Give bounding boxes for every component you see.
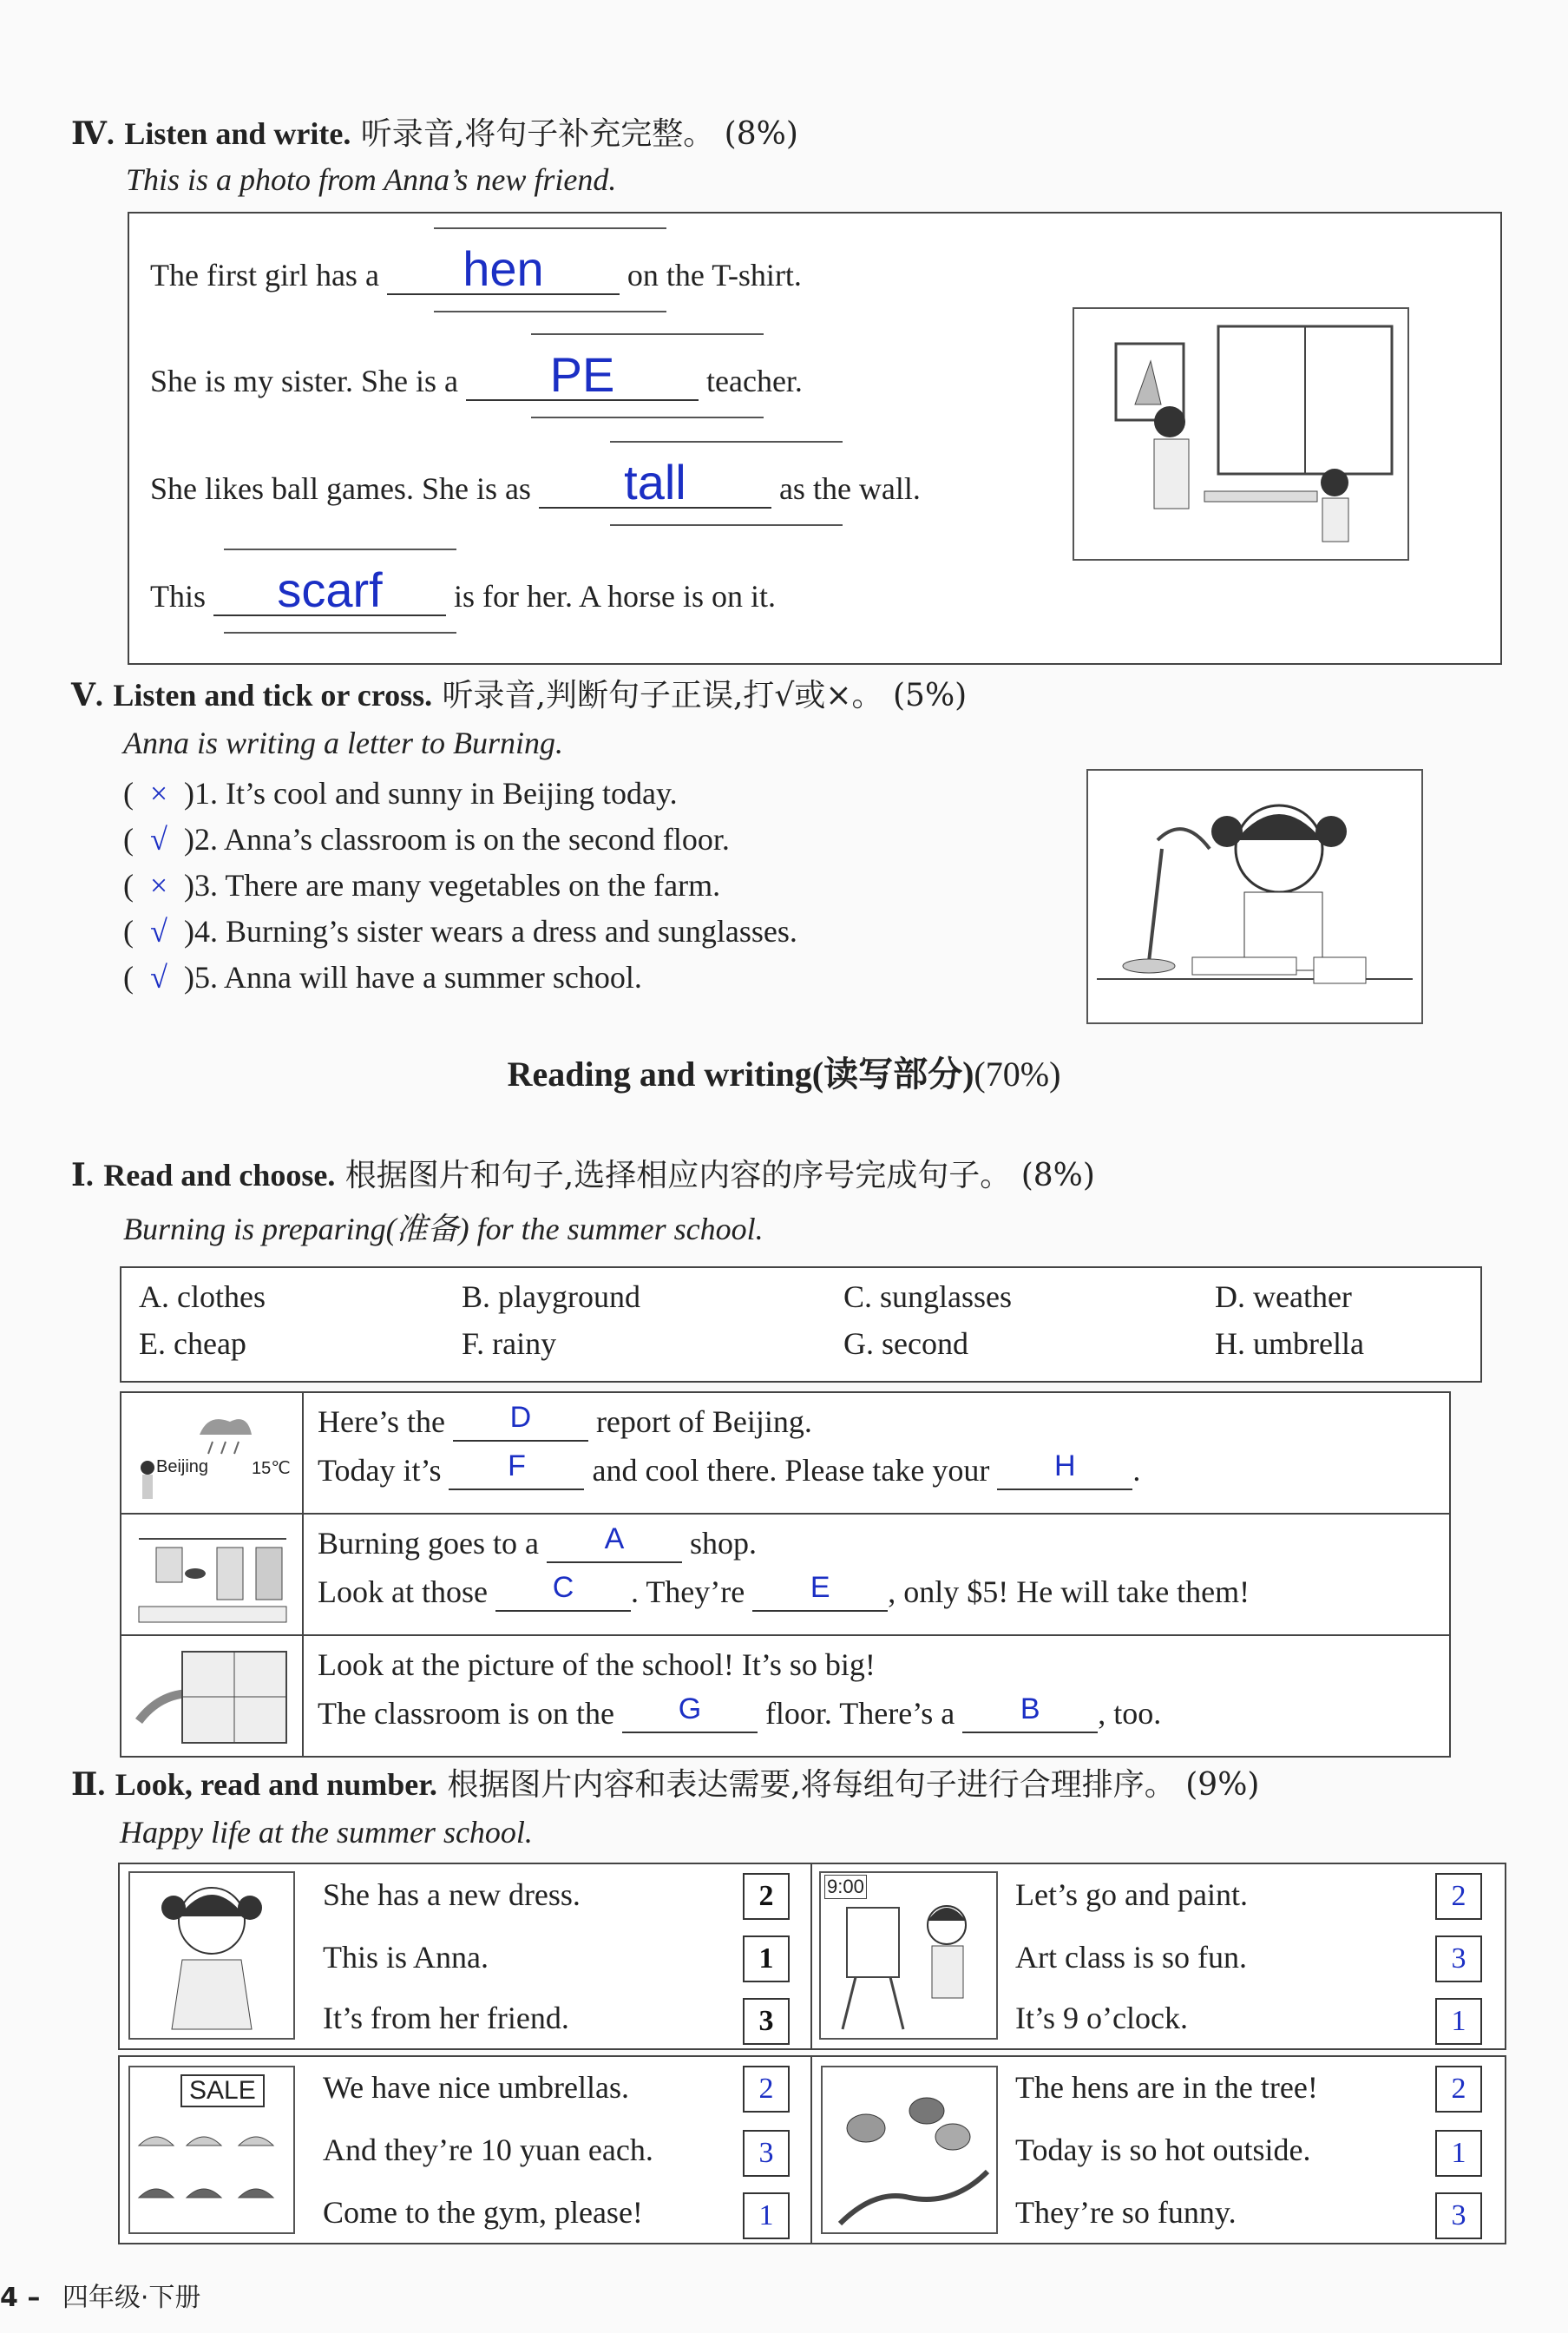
part-i-heading [71, 1156, 1095, 1195]
sentence: It’s from her friend. [323, 2001, 569, 2035]
sentence: She has a new dress. [323, 1877, 581, 1912]
page-footer [0, 2276, 200, 2314]
choose-table [120, 1391, 1451, 1758]
section-num: Ⅳ. [71, 116, 115, 151]
section-score: (9%) [1185, 1767, 1260, 1803]
sentence: Art class is so fun. [1015, 1940, 1247, 1975]
list-item: ( √ )2. Anna’s classroom is on the second floor. [123, 817, 797, 863]
r1-line1: Here’s the D report of Beijing. [318, 1403, 812, 1442]
family-photo-image [1073, 307, 1409, 561]
section-cn: 根据图片内容和表达需要,将每组句子进行合理排序。 [447, 1767, 1176, 1803]
order-box[interactable]: 2 [743, 1873, 790, 1920]
sentence: Today is so hot outside. [1015, 2133, 1311, 2167]
number-group-4 [810, 2055, 1506, 2244]
list-item: ( × )3. There are many vegetables on the farm. [123, 863, 797, 909]
part-ii-heading [71, 1765, 1259, 1804]
options-box [120, 1266, 1482, 1383]
umbrella-sale-image [128, 2066, 295, 2234]
sentence: Come to the gym, please! [323, 2195, 643, 2230]
answer-blank[interactable]: C [495, 1574, 631, 1612]
order-box[interactable]: 3 [743, 1998, 790, 2045]
number-group-3 [118, 2055, 814, 2244]
answer-mark[interactable]: × [149, 776, 168, 811]
order-box[interactable]: 2 [1435, 1873, 1482, 1920]
sentence-4: This scarf is for her. A horse is on it. [150, 562, 777, 617]
section-title: Read and choose. [103, 1158, 336, 1193]
answer-blank[interactable]: G [622, 1695, 758, 1733]
reading-writing-title: Reading and writing(读写部分)(70%) [507, 1055, 1061, 1094]
r3-line1: Look at the picture of the school! It’s so big! [318, 1647, 876, 1682]
section-iv-intro: This is a photo from Anna’s new friend. [126, 162, 617, 197]
sentence: They’re so funny. [1015, 2195, 1237, 2230]
sentence-1: The first girl has a hen on the T-shirt. [150, 241, 802, 296]
temp-label: 15℃ [252, 1459, 291, 1478]
order-box[interactable]: 2 [1435, 2066, 1482, 2113]
section-v-intro: Anna is writing a letter to Burning. [123, 726, 564, 760]
girl-writing-image [1086, 769, 1423, 1024]
order-box[interactable]: 1 [1435, 2130, 1482, 2177]
order-box[interactable]: 3 [743, 2130, 790, 2177]
sentence-3: She likes ball games. She is as tall as the wall. [150, 455, 921, 509]
answer-mark[interactable]: × [149, 868, 168, 903]
answer-blank[interactable]: F [449, 1452, 584, 1490]
r2-line2: Look at those C . They’re E , only $5! He will take them! [318, 1574, 1250, 1612]
answer-blank[interactable]: D [453, 1403, 588, 1442]
grade-label: 四年级·下册 [62, 2283, 201, 2313]
list-item: ( × )1. It’s cool and sunny in Beijing today. [123, 771, 797, 817]
answer-blank-4[interactable]: scarf [213, 573, 446, 616]
page-number: 4 – [0, 2283, 41, 2313]
sentence: Let’s go and paint. [1015, 1877, 1248, 1912]
r1-line2: Today it’s F and cool there. Please take your H . [318, 1452, 1140, 1490]
option: G. second [843, 1326, 968, 1361]
option: F. rainy [462, 1326, 557, 1361]
order-box[interactable]: 1 [743, 1935, 790, 1982]
option: C. sunglasses [843, 1279, 1013, 1314]
section-num: Ⅴ. [71, 678, 103, 713]
option: E. cheap [139, 1326, 246, 1361]
order-box[interactable]: 3 [1435, 1935, 1482, 1982]
sentence: The hens are in the tree! [1015, 2070, 1318, 2105]
option: D. weather [1215, 1279, 1352, 1314]
sentence-2: She is my sister. She is a PE teacher. [150, 347, 803, 402]
tick-cross-list [123, 771, 797, 1001]
section-cn: 根据图片和句子,选择相应内容的序号完成句子。 [344, 1158, 1012, 1193]
answer-mark[interactable]: √ [150, 914, 167, 949]
answer-mark[interactable]: √ [150, 960, 167, 995]
sentence: And they’re 10 yuan each. [323, 2133, 653, 2167]
order-box[interactable]: 1 [1435, 1998, 1482, 2045]
number-group-2 [810, 1863, 1506, 2050]
city-label: Beijing [156, 1457, 209, 1476]
order-box[interactable]: 2 [743, 2066, 790, 2113]
answer-blank-2[interactable]: PE [466, 358, 699, 401]
sentence: It’s 9 o’clock. [1015, 2001, 1188, 2035]
section-score: (5%) [893, 678, 968, 713]
section-num: Ⅰ. [71, 1158, 94, 1193]
section-title: Listen and write. [124, 116, 351, 151]
section-cn: 听录音,判断句子正误,打√或×。 [442, 678, 883, 713]
girl-dress-image [128, 1871, 295, 2040]
part-i-intro: Burning is preparing(准备) for the summer school. [123, 1212, 764, 1246]
order-box[interactable]: 1 [743, 2192, 790, 2239]
answer-blank[interactable]: A [547, 1525, 682, 1563]
clothes-shop-image [130, 1521, 295, 1627]
option: H. umbrella [1215, 1326, 1364, 1361]
sale-sign: SALE [180, 2074, 265, 2107]
section-v-heading [71, 676, 967, 715]
sentence: This is Anna. [323, 1940, 489, 1975]
option: A. clothes [139, 1279, 266, 1314]
section-title: Look, read and number. [115, 1767, 437, 1802]
answer-blank-1[interactable]: hen [387, 252, 620, 295]
answer-blank-3[interactable]: tall [539, 465, 771, 509]
list-item: ( √ )4. Burning’s sister wears a dress and sunglasses. [123, 909, 797, 955]
painting-image [819, 1871, 998, 2040]
section-score: (8%) [724, 116, 798, 152]
sentence: We have nice umbrellas. [323, 2070, 629, 2105]
section-iv-heading [71, 115, 798, 154]
option: B. playground [462, 1279, 640, 1314]
number-group-1 [118, 1863, 814, 2050]
weather-image [130, 1400, 295, 1506]
r2-line1: Burning goes to a A shop. [318, 1525, 757, 1563]
answer-blank[interactable]: B [962, 1695, 1098, 1733]
r3-line2: The classroom is on the G floor. There’s a B , too. [318, 1695, 1161, 1733]
answer-blank[interactable]: E [752, 1574, 888, 1612]
section-num: Ⅱ. [71, 1767, 106, 1802]
section-score: (8%) [1020, 1158, 1095, 1193]
clock-label: 9:00 [824, 1875, 867, 1899]
answer-blank[interactable]: H [997, 1452, 1132, 1490]
part-ii-intro: Happy life at the summer school. [120, 1815, 533, 1850]
hens-tree-image [821, 2066, 998, 2234]
section-title: Listen and tick or cross. [113, 678, 433, 713]
answer-mark[interactable]: √ [150, 822, 167, 857]
order-box[interactable]: 3 [1435, 2192, 1482, 2239]
school-image [130, 1643, 295, 1749]
list-item: ( √ )5. Anna will have a summer school. [123, 955, 797, 1001]
section-cn: 听录音,将句子补充完整。 [360, 116, 715, 152]
